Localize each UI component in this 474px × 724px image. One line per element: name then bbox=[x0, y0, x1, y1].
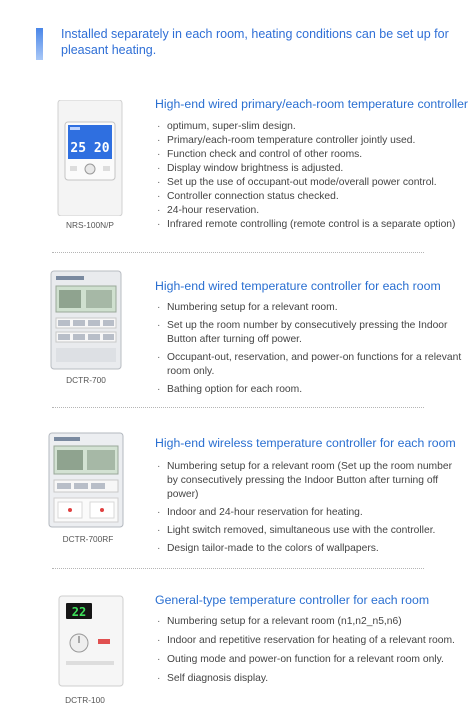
feature-item: · Outing mode and power-on function for a relevant room only. bbox=[157, 653, 462, 667]
model-label: NRS-100N/P bbox=[66, 220, 114, 230]
dctr-100-led-readout: 22 bbox=[71, 605, 87, 619]
section-divider bbox=[52, 252, 424, 253]
section-title: High-end wireless temperature controller for each room bbox=[155, 436, 456, 450]
feature-item: · Numbering setup for a relevant room (Set up the room number by consecutively pressing the Indoor Button after turning off power) bbox=[157, 460, 462, 502]
nrs-100np-thermostat-image bbox=[50, 100, 130, 216]
feature-item: · Numbering setup for a relevant room (n1,n2_n5,n6) bbox=[157, 615, 462, 629]
feature-item: · Light switch removed, simultaneous use with the controller. bbox=[157, 524, 462, 538]
feature-item: · Set up the room number by consecutively pressing the Indoor Button after turning off power. bbox=[157, 319, 462, 347]
feature-item: · Design tailor-made to the colors of wallpapers. bbox=[157, 542, 462, 556]
section-divider bbox=[52, 568, 424, 569]
section-title: High-end wired primary/each-room temperature controller bbox=[155, 97, 469, 111]
header-text: Installed separately in each room, heating conditions can be set up for pleasant heating. bbox=[61, 27, 449, 57]
feature-item: · Display window brightness is adjusted. bbox=[157, 162, 462, 176]
page-header bbox=[36, 26, 466, 62]
feature-item: · Infrared remote controlling (remote control is a separate option) bbox=[157, 218, 462, 232]
feature-list bbox=[157, 460, 462, 556]
feature-item: · Primary/each-room temperature controller jointly used. bbox=[157, 134, 462, 148]
dctr-100-controller-image bbox=[58, 595, 124, 687]
section-divider bbox=[52, 407, 424, 408]
feature-list bbox=[157, 120, 462, 232]
section-title: General-type temperature controller for each room bbox=[155, 593, 430, 607]
section-title: High-end wired temperature controller for each room bbox=[155, 279, 441, 293]
feature-list bbox=[157, 301, 462, 397]
feature-item: · Controller connection status checked. bbox=[157, 190, 462, 204]
dctr-700-controller-image bbox=[50, 270, 122, 370]
feature-item: · Indoor and 24-hour reservation for heating. bbox=[157, 506, 462, 520]
feature-list bbox=[157, 615, 462, 686]
feature-item: · Self diagnosis display. bbox=[157, 672, 462, 686]
feature-item: · Indoor and repetitive reservation for heating of a relevant room. bbox=[157, 634, 462, 648]
feature-item: · Numbering setup for a relevant room. bbox=[157, 301, 462, 315]
model-label: DCTR-100 bbox=[65, 695, 105, 705]
feature-item: · 24-hour reservation. bbox=[157, 204, 462, 218]
feature-item: · Function check and control of other rooms. bbox=[157, 148, 462, 162]
feature-item: · Bathing option for each room. bbox=[157, 383, 462, 397]
header-accent-bar bbox=[36, 28, 43, 60]
feature-item: · Set up the use of occupant-out mode/overall power control. bbox=[157, 176, 462, 190]
dctr-700rf-controller-image bbox=[48, 432, 124, 528]
nrs-lcd-readout: 25 20 bbox=[70, 141, 110, 156]
model-label: DCTR-700RF bbox=[62, 534, 114, 544]
model-label: DCTR-700 bbox=[66, 375, 106, 385]
feature-item: · optimum, super-slim design. bbox=[157, 120, 462, 134]
feature-item: · Occupant-out, reservation, and power-on functions for a relevant room only. bbox=[157, 351, 462, 379]
